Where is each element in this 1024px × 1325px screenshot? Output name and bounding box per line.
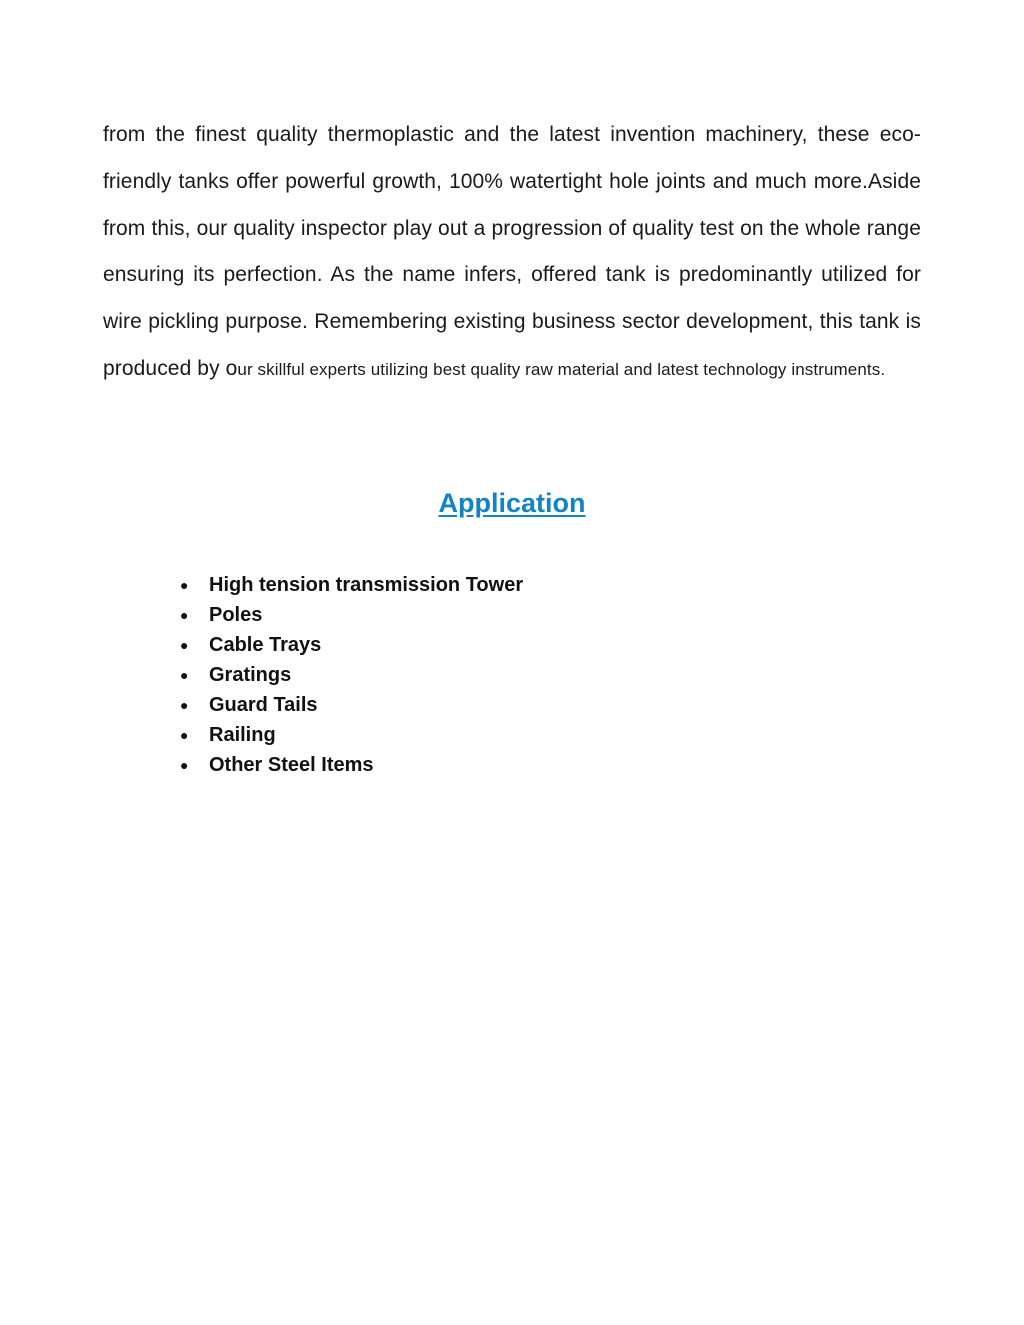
list-item-label: Cable Trays [209,634,322,656]
list-item [180,720,523,750]
bullet-icon: ● [180,577,189,593]
bullet-icon: ● [180,607,189,623]
bullet-icon: ● [180,637,189,653]
body-paragraph-text: from the finest quality thermoplastic and the latest invention machinery, these eco-friendly tanks offer powerful growth, 100% watertight hole joints and much more.Aside from this, our quality inspector play out a progression of quality test on the whole range ensuring its perfection. As the name infers, offered tank is predominantly utilized for wire pickling purpose. Remembering existing business sector development, this tank is produced by o [103,123,921,380]
list-item-label: Railing [209,724,276,746]
list-item-label: Guard Tails [209,694,318,716]
body-paragraph [103,112,921,394]
bullet-icon: ● [180,667,189,683]
application-heading: Application [438,488,586,518]
list-item-label: Gratings [209,664,292,686]
bullet-icon: ● [180,697,189,713]
list-item [180,630,523,660]
list-item-label: Poles [209,604,263,626]
body-paragraph-small-text: ur skillful experts utilizing best quality raw material and latest technology instruments. [237,359,886,379]
list-item-label: Other Steel Items [209,754,374,776]
bullet-icon: ● [180,757,189,773]
list-item-label: High tension transmission Tower [209,574,524,596]
application-list [180,570,523,780]
list-item [180,660,523,690]
bullet-icon: ● [180,727,189,743]
list-item [180,750,523,780]
list-item [180,600,523,630]
list-item [180,570,523,600]
list-item [180,690,523,720]
